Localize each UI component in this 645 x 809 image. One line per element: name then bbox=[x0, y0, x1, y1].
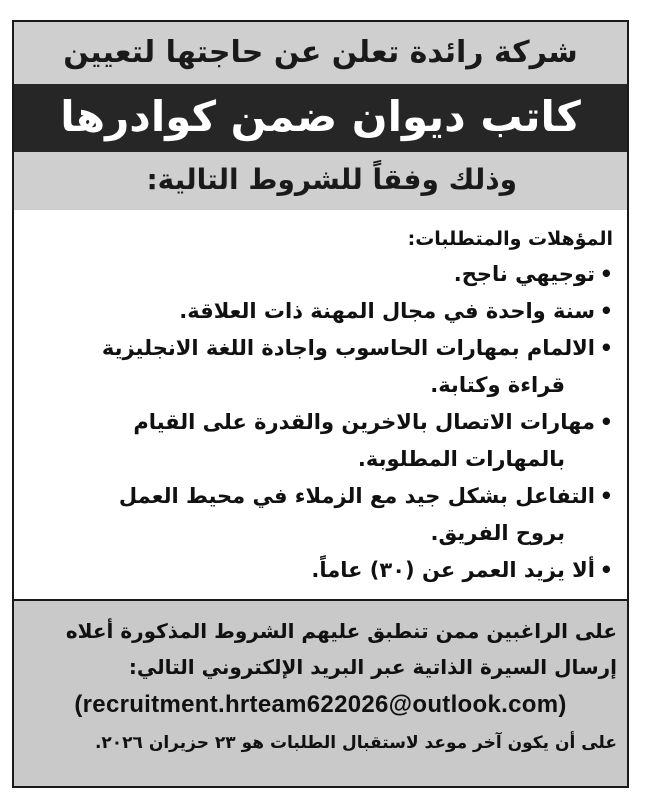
requirement-text-continued: بروح الفريق. bbox=[430, 521, 565, 545]
application-instructions bbox=[14, 599, 627, 786]
requirement-item bbox=[24, 478, 613, 552]
bullet-icon: • bbox=[599, 484, 613, 508]
contact-email[interactable]: (recruitment.hrteam622026@outlook.com) bbox=[74, 691, 567, 718]
applicants-line: على الراغبين ممن تنطبق عليهم الشروط المذكورة أعلاه bbox=[65, 619, 617, 643]
send-cv-line: إرسال السيرة الذاتية عبر البريد الإلكتروني التالي: bbox=[128, 655, 617, 679]
announcement-line: شركة رائدة تعلن عن حاجتها لتعيين bbox=[14, 22, 627, 84]
requirements-heading: المؤهلات والمتطلبات: bbox=[407, 228, 613, 250]
bullet-icon: • bbox=[599, 262, 613, 286]
job-title: كاتب ديوان ضمن كوادرها bbox=[14, 84, 627, 152]
bullet-icon: • bbox=[599, 299, 613, 323]
requirement-item bbox=[24, 330, 613, 404]
requirement-text: سنة واحدة في مجال المهنة ذات العلاقة. bbox=[179, 299, 595, 323]
bullet-icon: • bbox=[599, 558, 613, 582]
deadline-line: على أن يكون آخر موعد لاستقبال الطلبات هو ٢٣ حزيران ٢٠٢٦. bbox=[94, 733, 617, 753]
requirement-text-continued: بالمهارات المطلوبة. bbox=[357, 447, 565, 471]
requirement-item bbox=[24, 552, 613, 589]
requirements-list bbox=[24, 256, 613, 589]
bullet-icon: • bbox=[599, 336, 613, 360]
requirements-section bbox=[14, 210, 627, 603]
requirement-text: توجيهي ناجح. bbox=[453, 262, 595, 286]
requirement-text: التفاعل بشكل جيد مع الزملاء في محيط العمل bbox=[118, 484, 595, 508]
job-advertisement bbox=[12, 20, 629, 788]
requirement-text: ألا يزيد العمر عن (٣٠) عاماً. bbox=[311, 558, 595, 582]
conditions-intro: وذلك وفقاً للشروط التالية: bbox=[14, 152, 627, 210]
requirement-item bbox=[24, 404, 613, 478]
requirement-item bbox=[24, 293, 613, 330]
requirement-text: مهارات الاتصال بالاخرين والقدرة على القيام bbox=[133, 410, 595, 434]
requirement-item bbox=[24, 256, 613, 293]
bullet-icon: • bbox=[599, 410, 613, 434]
requirement-text-continued: قراءة وكتابة. bbox=[430, 373, 565, 397]
requirement-text: الالمام بمهارات الحاسوب واجادة اللغة الانجليزية bbox=[101, 336, 595, 360]
